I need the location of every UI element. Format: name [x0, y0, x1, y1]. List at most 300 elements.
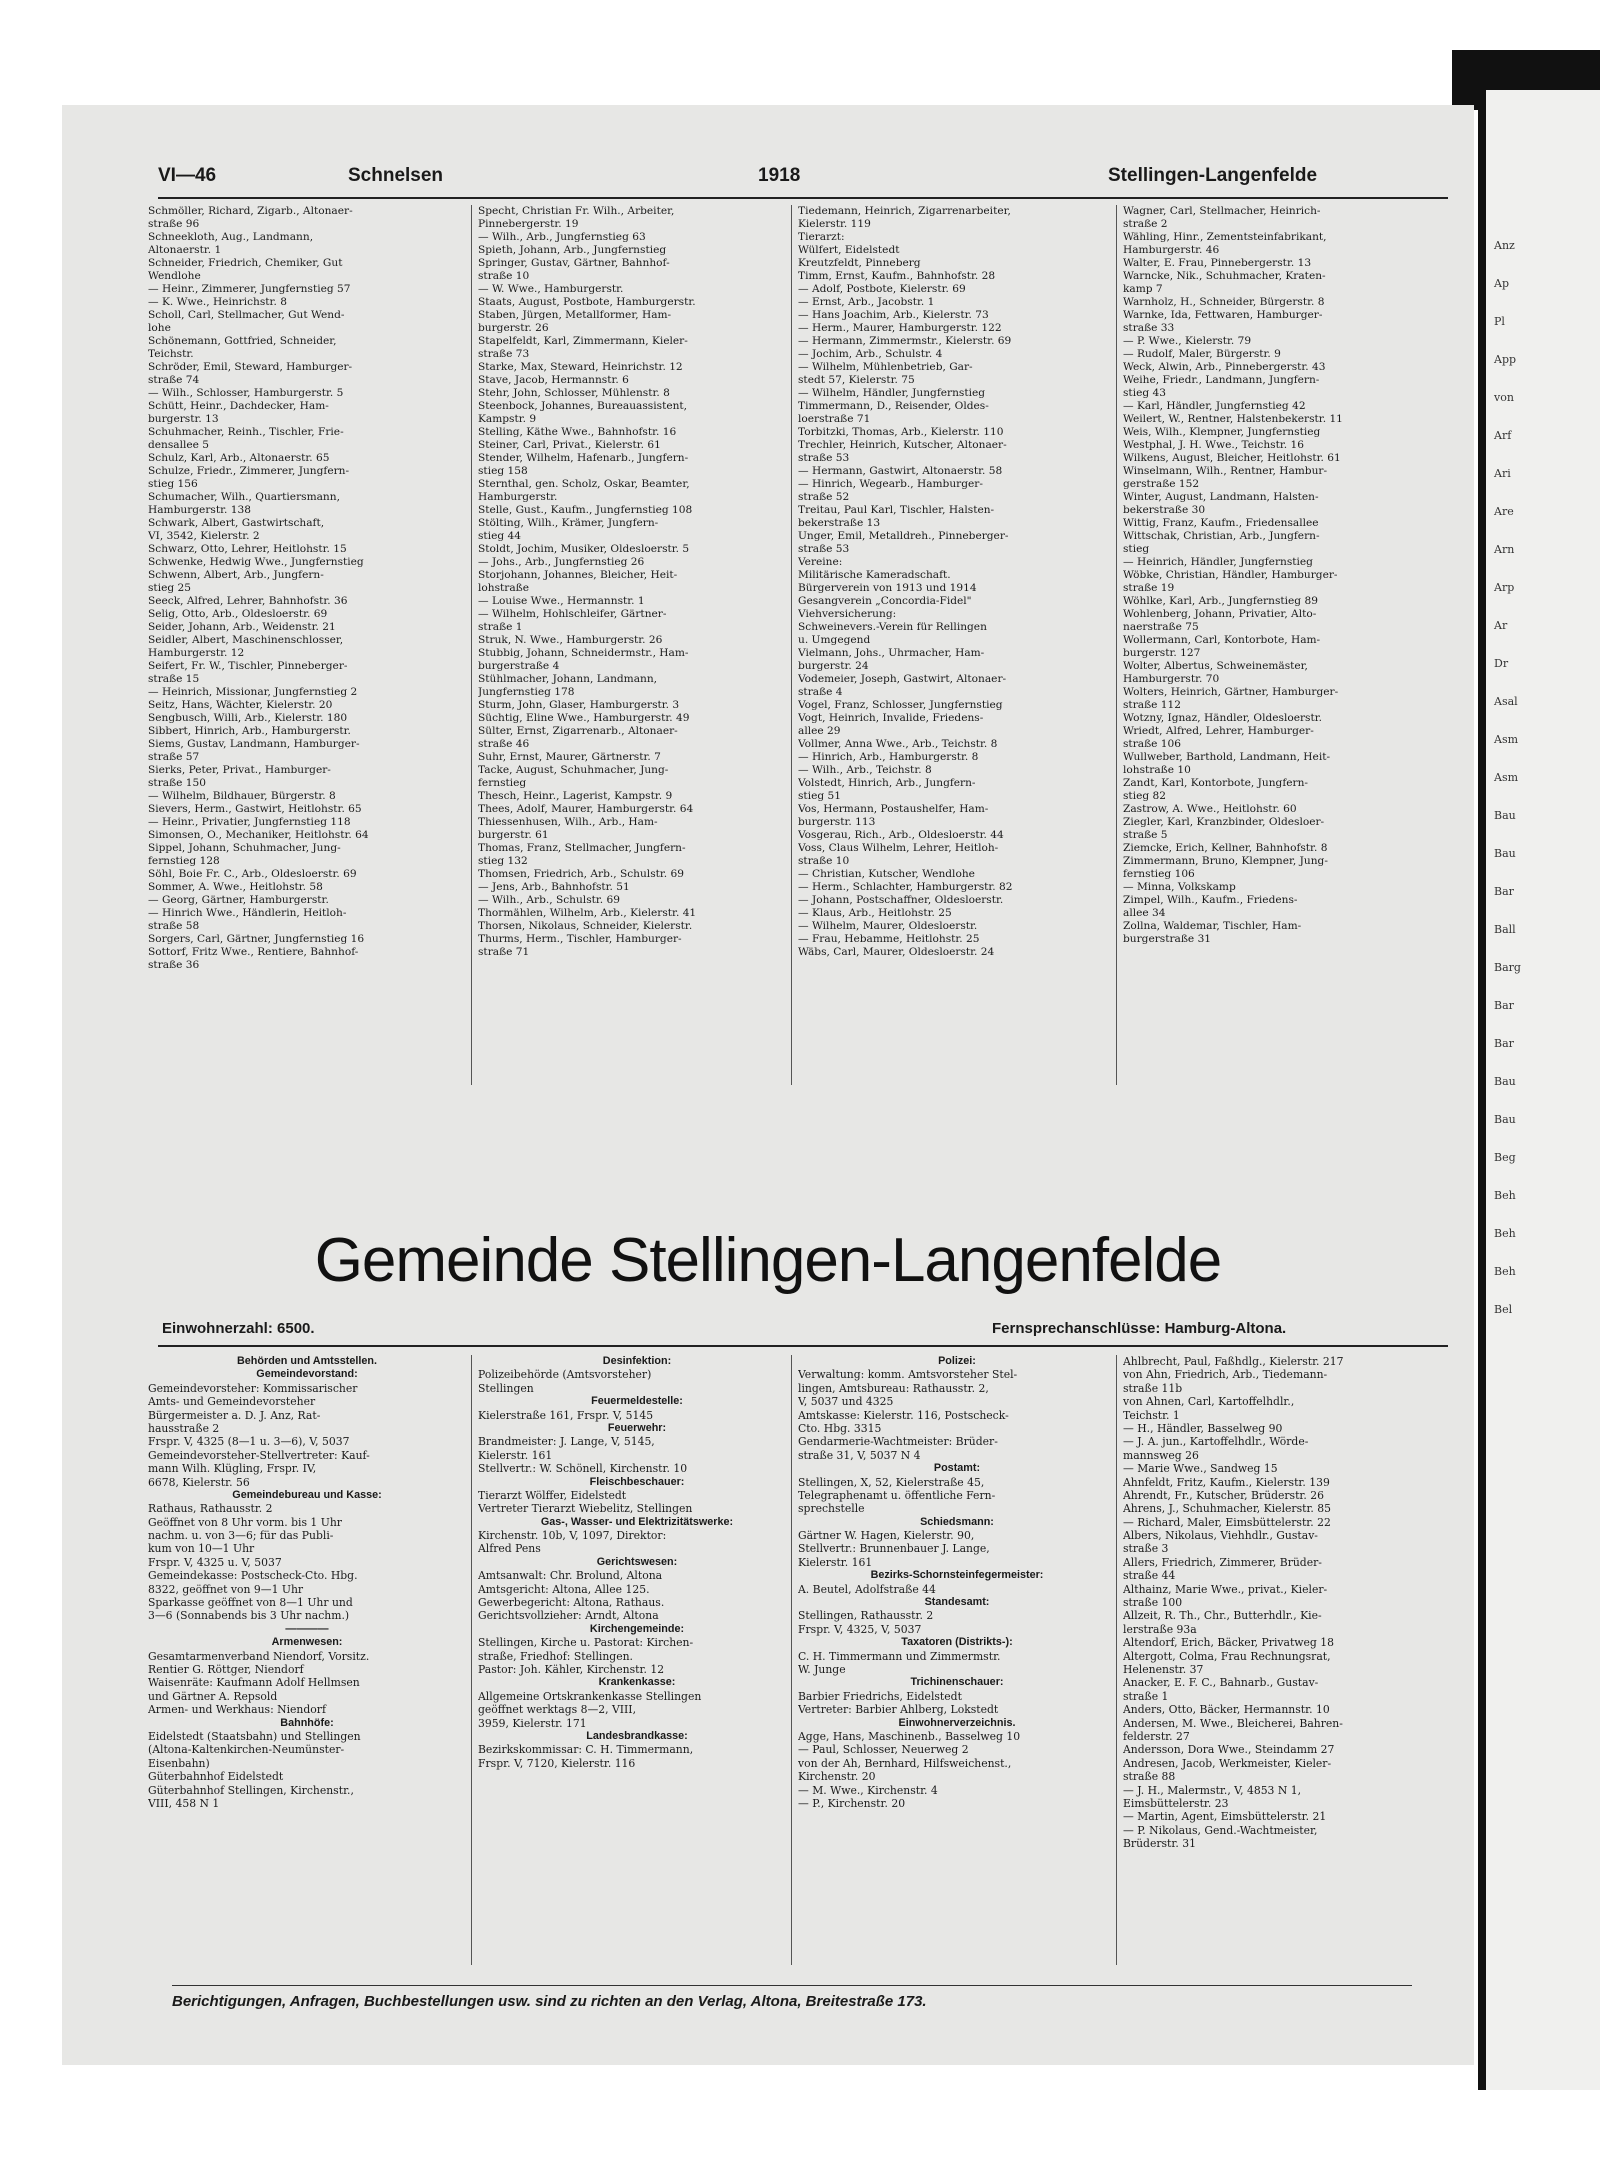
entry-line: C. H. Timmermann und Zimmermstr.: [798, 1649, 1001, 1663]
directory-entry-line: Sternthal, gen. Scholz, Oskar, Beamter,: [478, 478, 690, 490]
directory-entry-line: straße 57: [148, 751, 200, 763]
directory-entry-line: Vielmann, Johs., Uhrmacher, Ham-: [798, 647, 985, 659]
directory-entry-line: straße 4: [798, 686, 843, 698]
entry-line: Ahrens, J., Schuhmacher, Kielerstr. 85: [1123, 1502, 1332, 1516]
directory-entry-line: Hamburgerstr. 46: [1123, 244, 1220, 256]
directory-entry-line: burgerstr. 26: [478, 322, 549, 334]
directory-entry-line: — Heinrich, Missionar, Jungfernstieg 2: [148, 686, 358, 698]
directory-entry-line: Steenbock, Johannes, Bureauassistent,: [478, 400, 688, 412]
directory-entry-line: — Wilhelm, Händler, Jungfernstieg: [798, 387, 986, 399]
directory-entry-line: Wülfert, Eidelstedt: [798, 244, 900, 256]
directory-entry-line: straße 5: [1123, 829, 1168, 841]
entry-line: geöffnet werktags 8—2, VIII,: [478, 1703, 637, 1717]
entry-line: Rentier G. Röttger, Niendorf: [148, 1662, 304, 1676]
entry-line: Brandmeister: J. Lange, V, 5145,: [478, 1435, 655, 1449]
directory-entry-line: Wähling, Hinr., Zementsteinfabrikant,: [1123, 231, 1327, 243]
adjacent-page-text: [1486, 90, 1600, 1342]
directory-entry-line: — W. Wwe., Hamburgerstr.: [478, 283, 624, 295]
directory-entry-line: Wohlenberg, Johann, Privatier, Alto-: [1123, 608, 1317, 620]
entry-line: Allzeit, R. Th., Chr., Butterhdlr., Kie-: [1123, 1609, 1322, 1623]
directory-entry-line: Winter, August, Landmann, Halsten-: [1123, 491, 1319, 503]
entry-line: (Altona-Kaltenkirchen-Neumünster-: [148, 1743, 345, 1757]
entry-line: Kielerstr. 161: [478, 1448, 553, 1462]
section-heading: Gemeindebureau und Kasse:: [232, 1488, 382, 1501]
directory-entry-line: — Heinr., Zimmerer, Jungfernstieg 57: [148, 283, 351, 295]
directory-entry-line: Schweinevers.-Verein für Rellingen: [798, 621, 987, 633]
adjacent-page-word: Ar: [1494, 619, 1508, 632]
entry-line: Frspr. V, 4325, V, 5037: [798, 1622, 922, 1636]
entry-line: Kielerstr. 161: [798, 1555, 873, 1569]
entry-line: und Gärtner A. Repsold: [148, 1689, 278, 1703]
directory-entry-line: straße 46: [478, 738, 530, 750]
entry-line: Cto. Hbg. 3315: [798, 1421, 882, 1435]
adjacent-page-word: Pl: [1494, 315, 1505, 328]
adjacent-page-word: Asm: [1494, 771, 1519, 784]
directory-entry-line: fernstieg 106: [1123, 868, 1195, 880]
directory-entry-line: Struk, N. Wwe., Hamburgerstr. 26: [478, 634, 663, 646]
section-heading: Trichinenschauer:: [910, 1676, 1004, 1689]
entry-line: kum von 10—1 Uhr: [148, 1542, 255, 1556]
entry-line: Barbier Friedrichs, Eidelstedt: [798, 1689, 962, 1703]
authority-column: [798, 1355, 1116, 1810]
directory-column: [1123, 205, 1441, 946]
section-heading: Desinfektion:: [602, 1355, 672, 1367]
directory-entry-line: Wotzny, Ignaz, Händler, Oldesloerstr.: [1123, 712, 1323, 724]
entry-line: felderstr. 27: [1123, 1729, 1190, 1743]
directory-entry-line: Walter, E. Frau, Pinnebergerstr. 13: [1123, 257, 1312, 269]
directory-entry-line: stieg 43: [1123, 387, 1166, 399]
adjacent-page-word: Bar: [1494, 1037, 1514, 1050]
directory-entry-line: Wollermann, Carl, Kontorbote, Ham-: [1123, 634, 1321, 646]
directory-entry-line: Gesangverein „Concordia-Fidel": [798, 595, 972, 607]
directory-entry-line: straße 74: [148, 374, 200, 386]
adjacent-page-word: Bau: [1494, 809, 1516, 822]
directory-entry-line: — Hinrich, Arb., Hamburgerstr. 8: [798, 751, 979, 763]
directory-entry-line: Scholl, Carl, Stellmacher, Gut Wend-: [148, 309, 345, 321]
directory-entry-line: Wolters, Heinrich, Gärtner, Hamburger-: [1123, 686, 1339, 698]
directory-entry-line: straße 73: [478, 348, 530, 360]
section-heading: Fleischbeschauer:: [589, 1475, 685, 1488]
directory-entry-line: bekerstraße 13: [798, 517, 881, 529]
adjacent-page-word: Arp: [1494, 581, 1515, 594]
directory-entry-line: Hamburgerstr.: [478, 491, 558, 503]
entry-line: Stellvertr.: W. Schönell, Kirchenstr. 10: [478, 1462, 688, 1476]
entry-line: Stellvertr.: Brunnenbauer J. Lange,: [798, 1542, 990, 1556]
adjacent-page-word: Beh: [1494, 1265, 1516, 1278]
entry-line: 6678, Kielerstr. 56: [148, 1475, 250, 1489]
directory-entry-line: Stelle, Gust., Kaufm., Jungfernstieg 108: [478, 504, 693, 516]
directory-entry-line: straße 112: [1123, 699, 1182, 711]
directory-entry-line: Weihe, Friedr., Landmann, Jungfern-: [1123, 374, 1320, 386]
entry-line: lerstraße 93a: [1123, 1622, 1197, 1636]
directory-entry-line: stieg 82: [1123, 790, 1166, 802]
directory-page: [62, 105, 1474, 2065]
entry-line: Anacker, E. F. C., Bahnarb., Gustav-: [1123, 1676, 1319, 1690]
section-heading: Feuermeldestelle:: [591, 1395, 683, 1408]
directory-entry-line: stieg 25: [148, 582, 191, 594]
directory-entry-line: Thomas, Franz, Stellmacher, Jungfern-: [478, 842, 686, 854]
entry-line: straße 3: [1123, 1542, 1169, 1556]
directory-entry-line: Thurms, Herm., Tischler, Hamburger-: [478, 933, 682, 945]
directory-entry-line: Wilkens, August, Bleicher, Heitlohstr. 61: [1123, 452, 1341, 464]
directory-entry-line: Seidler, Albert, Maschinenschlosser,: [148, 634, 344, 646]
entry-line: straße 1: [1123, 1689, 1169, 1703]
directory-entry-line: Tierarzt:: [798, 231, 845, 243]
directory-entry-line: Seifert, Fr. W., Tischler, Pinneberger-: [148, 660, 348, 672]
directory-entry-line: Thees, Adolf, Maurer, Hamburgerstr. 64: [478, 803, 694, 815]
directory-entry-line: — Adolf, Postbote, Kielerstr. 69: [798, 283, 966, 295]
directory-entry-line: Thorsen, Nikolaus, Schneider, Kielerstr.: [478, 920, 693, 932]
section-heading: Gerichtswesen:: [596, 1555, 678, 1568]
entry-line: straße 11b: [1123, 1381, 1183, 1395]
directory-entry-line: lohe: [148, 322, 171, 334]
authority-column: [478, 1355, 796, 1770]
adjacent-page-word: Beh: [1494, 1189, 1516, 1202]
entry-line: Kirchenstr. 20: [798, 1770, 876, 1784]
directory-entry-line: Warnke, Ida, Fettwaren, Hamburger-: [1123, 309, 1323, 321]
entry-line: Anders, Otto, Bäcker, Hermannstr. 10: [1123, 1703, 1330, 1717]
directory-entry-line: — Johs., Arb., Jungfernstieg 26: [478, 556, 645, 568]
entry-line: Güterbahnhof Eidelstedt: [148, 1770, 284, 1784]
adjacent-page-word: Dr: [1494, 657, 1509, 670]
directory-entry-line: Teichstr.: [148, 348, 194, 360]
directory-entry-line: Ziegler, Karl, Kranzbinder, Oldesloer-: [1123, 816, 1325, 828]
directory-entry-line: Sorgers, Carl, Gärtner, Jungfernstieg 16: [148, 933, 365, 945]
header-place: Stellingen-Langenfelde: [1108, 165, 1318, 186]
entry-line: Helenenstr. 37: [1123, 1662, 1204, 1676]
footer-note: Berichtigungen, Anfragen, Buchbestellungen usw. sind zu richten an den Verlag, Altona, Breitestraße 173.: [172, 1993, 927, 2010]
directory-entry-line: Timmermann, D., Reisender, Oldes-: [798, 400, 989, 412]
directory-entry-line: Sengbusch, Willi, Arb., Kielerstr. 180: [148, 712, 348, 724]
entry-line: V, 5037 und 4325: [798, 1395, 894, 1409]
directory-entry-line: u. Umgegend: [798, 634, 871, 646]
entry-line: Gerichtsvollzieher: Arndt, Altona: [478, 1609, 659, 1623]
directory-entry-line: Simonsen, O., Mechaniker, Heitlohstr. 64: [148, 829, 369, 841]
adjacent-page-word: Bau: [1494, 847, 1516, 860]
directory-entry-line: Warncke, Nik., Schuhmacher, Kraten-: [1123, 270, 1326, 282]
adjacent-page-word: Beg: [1494, 1151, 1516, 1164]
entry-line: Frspr. V, 7120, Kielerstr. 116: [478, 1756, 636, 1770]
entry-line: Bürgermeister a. D. J. Anz, Rat-: [148, 1408, 321, 1422]
entry-line: Rathaus, Rathausstr. 2: [148, 1502, 273, 1516]
entry-line: W. Junge: [798, 1662, 846, 1676]
directory-entry-line: Stubbig, Johann, Schneidermstr., Ham-: [478, 647, 689, 659]
entry-line: Altergott, Colma, Frau Rechnungsrat,: [1123, 1649, 1331, 1663]
directory-entry-line: — Herm., Maurer, Hamburgerstr. 122: [798, 322, 1002, 334]
directory-entry-line: Stoldt, Jochim, Musiker, Oldesloerstr. 5: [478, 543, 690, 555]
directory-entry-line: Stapelfeldt, Karl, Zimmermann, Kieler-: [478, 335, 688, 347]
directory-entry-line: straße 106: [1123, 738, 1182, 750]
entry-line: Geöffnet von 8 Uhr vorm. bis 1 Uhr: [148, 1515, 342, 1529]
section-heading: Bahnhöfe:: [280, 1716, 334, 1729]
directory-entry-line: Wittig, Franz, Kaufm., Friedensallee: [1123, 517, 1319, 529]
directory-entry-line: Winselmann, Wilh., Rentner, Hambur-: [1123, 465, 1328, 477]
directory-entry-line: Ziemcke, Erich, Kellner, Bahnhofstr. 8: [1123, 842, 1328, 854]
directory-entry-line: Sierks, Peter, Privat., Hamburger-: [148, 764, 331, 776]
directory-entry-line: Tacke, August, Schuhmacher, Jung-: [478, 764, 669, 776]
directory-entry-line: Zimpel, Wilh., Kaufm., Friedens-: [1123, 894, 1298, 906]
directory-entry-line: burgerstr. 113: [798, 816, 876, 828]
directory-entry-line: Torbitzki, Thomas, Arb., Kielerstr. 110: [798, 426, 1004, 438]
directory-entry-line: lohstraße 10: [1123, 764, 1191, 776]
entry-line: Albers, Nikolaus, Viehhdlr., Gustav-: [1123, 1529, 1318, 1543]
directory-entry-line: Hamburgerstr. 70: [1123, 673, 1220, 685]
directory-entry-line: straße 10: [478, 270, 530, 282]
directory-entry-line: straße 15: [148, 673, 200, 685]
adjacent-page-word: Barg: [1494, 961, 1521, 974]
directory-entry-line: Trechler, Heinrich, Kutscher, Altonaer-: [798, 439, 1007, 451]
directory-entry-line: Wendlohe: [148, 270, 201, 282]
entry-line: — J. H., Malermstr., V, 4853 N 1,: [1123, 1783, 1302, 1797]
section-heading: ————: [285, 1622, 329, 1635]
entry-line: Amtsanwalt: Chr. Brolund, Altona: [478, 1569, 663, 1583]
directory-columns: [148, 205, 1448, 1205]
directory-entry-line: Wriedt, Alfred, Lehrer, Hamburger-: [1123, 725, 1314, 737]
entry-line: Pastor: Joh. Kähler, Kirchenstr. 12: [478, 1662, 665, 1676]
directory-entry-line: straße 10: [798, 855, 850, 867]
directory-entry-line: straße 52: [798, 491, 850, 503]
directory-entry-line: gerstraße 152: [1123, 478, 1200, 490]
directory-entry-line: — Wilhelm, Hohlschleifer, Gärtner-: [478, 608, 667, 620]
directory-entry-line: Sülter, Ernst, Zigarrenarb., Altonaer-: [478, 725, 678, 737]
entry-line: Sparkasse geöffnet von 8—1 Uhr und: [148, 1596, 353, 1610]
directory-entry-line: burgerstr. 24: [798, 660, 869, 672]
directory-entry-line: Schütt, Heinr., Dachdecker, Ham-: [148, 400, 329, 412]
entry-line: Frspr. V, 4325 u. V, 5037: [148, 1555, 282, 1569]
header-year: 1918: [758, 165, 801, 186]
adjacent-page-word: App: [1494, 353, 1517, 366]
directory-entry-line: Wittschak, Christian, Arb., Jungfern-: [1123, 530, 1320, 542]
directory-entry-line: Bürgerverein von 1913 und 1914: [798, 582, 977, 594]
directory-entry-line: Seider, Johann, Arb., Weidenstr. 21: [148, 621, 336, 633]
directory-entry-line: Vollmer, Anna Wwe., Arb., Teichstr. 8: [798, 738, 998, 750]
section-title: Gemeinde Stellingen-Langenfelde: [314, 1226, 1222, 1295]
entry-line: Gendarmerie-Wachtmeister: Brüder-: [798, 1435, 998, 1449]
directory-entry-line: burgerstr. 61: [478, 829, 549, 841]
entry-line: Ahlbrecht, Paul, Faßhdlg., Kielerstr. 217: [1123, 1355, 1344, 1368]
entry-line: Ahrendt, Fr., Kutscher, Brüderstr. 26: [1123, 1488, 1324, 1502]
directory-entry-line: Wullweber, Barthold, Landmann, Heit-: [1123, 751, 1331, 763]
directory-entry-line: — Christian, Kutscher, Wendlohe: [798, 868, 975, 880]
directory-entry-line: Vogel, Franz, Schlosser, Jungfernstieg: [798, 699, 1003, 711]
directory-entry-line: Süchtig, Eline Wwe., Hamburgerstr. 49: [478, 712, 690, 724]
page-number: VI—46: [158, 165, 217, 186]
directory-entry-line: Schwark, Albert, Gastwirtschaft,: [148, 517, 325, 529]
population-count: Einwohnerzahl: 6500.: [162, 1320, 315, 1337]
entry-line: Kielerstraße 161, Frspr. V, 5145: [478, 1408, 654, 1422]
directory-entry-line: Thiessenhusen, Wilh., Arb., Ham-: [478, 816, 658, 828]
entry-line: Andersson, Dora Wwe., Steindamm 27: [1123, 1743, 1335, 1757]
directory-entry-line: Schulze, Friedr., Zimmerer, Jungfern-: [148, 465, 350, 477]
entry-line: Armen- und Werkhaus: Niendorf: [148, 1703, 326, 1717]
directory-entry-line: Voss, Claus Wilhelm, Lehrer, Heitloh-: [798, 842, 999, 854]
directory-entry-line: — Wilh., Schlosser, Hamburgerstr. 5: [148, 387, 344, 399]
entry-line: Eimsbüttelerstr. 23: [1123, 1796, 1229, 1810]
directory-entry-line: Springer, Gustav, Gärtner, Bahnhof-: [478, 257, 670, 269]
directory-entry-line: allee 34: [1123, 907, 1166, 919]
section-heading: Postamt:: [933, 1462, 981, 1475]
directory-entry-line: Suhr, Ernst, Maurer, Gärtnerstr. 7: [478, 751, 661, 763]
directory-entry-line: naerstraße 75: [1123, 621, 1199, 633]
adjacent-page-word: Anz: [1494, 239, 1515, 252]
section-heading: Schiedsmann:: [920, 1515, 994, 1528]
directory-entry-line: Siems, Gustav, Landmann, Hamburger-: [148, 738, 360, 750]
directory-entry-line: burgerstr. 13: [148, 413, 219, 425]
directory-entry-line: Wäbs, Carl, Maurer, Oldesloerstr. 24: [798, 946, 995, 958]
entry-line: — J. A. jun., Kartoffelhdlr., Wörde-: [1123, 1435, 1309, 1449]
directory-entry-line: — P. Wwe., Kielerstr. 79: [1123, 335, 1252, 347]
directory-entry-line: stieg 44: [478, 530, 521, 542]
column-divider: [791, 205, 792, 1085]
entry-line: Tierarzt Wölffer, Eidelstedt: [478, 1488, 627, 1502]
entry-line: Gemeindevorsteher-Stellvertreter: Kauf-: [148, 1448, 370, 1462]
directory-column: [798, 205, 1116, 959]
directory-entry-line: straße 150: [148, 777, 207, 789]
entry-line: nachm. u. von 3—6; für das Publi-: [148, 1529, 334, 1543]
entry-line: Teichstr. 1: [1123, 1408, 1180, 1422]
entry-line: — P. Nikolaus, Gend.-Wachtmeister,: [1123, 1823, 1318, 1837]
directory-entry-line: Zandt, Karl, Kontorbote, Jungfern-: [1123, 777, 1308, 789]
entry-line: von Ahn, Friedrich, Arb., Tiedemann-: [1123, 1368, 1328, 1382]
entry-line: hausstraße 2: [148, 1421, 220, 1435]
directory-entry-line: Zimmermann, Bruno, Klempner, Jung-: [1123, 855, 1328, 867]
entry-line: Stellingen, Rathausstr. 2: [798, 1609, 934, 1623]
directory-entry-line: straße 58: [148, 920, 200, 932]
directory-entry-line: Seeck, Alfred, Lehrer, Bahnhofstr. 36: [148, 595, 348, 607]
entry-line: sprechstelle: [798, 1502, 865, 1516]
adjacent-page-word: Bel: [1494, 1303, 1513, 1316]
entry-line: — Paul, Schlosser, Neuerweg 2: [798, 1743, 969, 1757]
section-heading: Standesamt:: [924, 1596, 990, 1609]
directory-entry-line: Warnholz, H., Schneider, Bürgerstr. 8: [1123, 296, 1325, 308]
section-heading: Armenwesen:: [271, 1636, 343, 1649]
entry-line: Ahnfeldt, Fritz, Kaufm., Kielerstr. 139: [1123, 1475, 1330, 1489]
directory-entry-line: — Wilh., Arb., Schulstr. 69: [478, 894, 620, 906]
directory-entry-line: Stelling, Käthe Wwe., Bahnhofstr. 16: [478, 426, 677, 438]
directory-entry-line: straße 96: [148, 218, 200, 230]
directory-entry-line: — Minna, Volkskamp: [1123, 881, 1236, 893]
entry-line: Amts- und Gemeindevorsteher: [148, 1395, 316, 1409]
entry-line: — M. Wwe., Kirchenstr. 4: [798, 1783, 938, 1797]
adjacent-page-word: Ari: [1494, 467, 1511, 480]
directory-entry-line: — Wilhelm, Maurer, Oldesloerstr.: [798, 920, 978, 932]
entry-line: Waisenräte: Kaufmann Adolf Hellmsen: [148, 1676, 360, 1690]
directory-entry-line: Seitz, Hans, Wächter, Kielerstr. 20: [148, 699, 333, 711]
directory-entry-line: — Hermann, Zimmermstr., Kielerstr. 69: [798, 335, 1012, 347]
entry-line: — Marie Wwe., Sandweg 15: [1123, 1462, 1278, 1476]
entry-line: Allgemeine Ortskrankenkasse Stellingen: [478, 1689, 702, 1703]
directory-entry-line: Specht, Christian Fr. Wilh., Arbeiter,: [478, 205, 675, 217]
directory-entry-line: Westphal, J. H. Wwe., Teichstr. 16: [1123, 439, 1304, 451]
scan-sidebar: [0, 0, 60, 2177]
entry-line: Stellingen, Kirche u. Pastorat: Kirchen-: [478, 1636, 694, 1650]
directory-entry-line: — Wilh., Arb., Teichstr. 8: [798, 764, 932, 776]
directory-entry-line: Stölting, Wilh., Krämer, Jungfern-: [478, 517, 659, 529]
header-rule: [158, 197, 1448, 199]
directory-entry-line: Schumacher, Wilh., Quartiersmann,: [148, 491, 340, 503]
directory-entry-line: Staats, August, Postbote, Hamburgerstr.: [478, 296, 696, 308]
directory-entry-line: Vogt, Heinrich, Invalide, Friedens-: [798, 712, 984, 724]
directory-entry-line: — Frau, Hebamme, Heitlohstr. 25: [798, 933, 980, 945]
adjacent-page-word: Asal: [1494, 695, 1518, 708]
adjacent-page-strip: [1478, 90, 1600, 2090]
directory-entry-line: Weilert, W., Rentner, Halstenbekerstr. 11: [1123, 413, 1343, 425]
directory-entry-line: Spieth, Johann, Arb., Jungfernstieg: [478, 244, 667, 256]
directory-entry-line: Schulz, Karl, Arb., Altonaerstr. 65: [148, 452, 330, 464]
directory-entry-line: — Jochim, Arb., Schulstr. 4: [798, 348, 943, 360]
adjacent-page-word: Bau: [1494, 1113, 1516, 1126]
directory-entry-line: stedt 57, Kielerstr. 75: [798, 374, 915, 386]
entry-line: Telegraphenamt u. öffentliche Fern-: [798, 1488, 996, 1502]
directory-entry-line: Wöbke, Christian, Händler, Hamburger-: [1123, 569, 1338, 581]
section-heading: Kirchengemeinde:: [589, 1622, 685, 1635]
directory-entry-line: — Wilhelm, Bildhauer, Bürgerstr. 8: [148, 790, 336, 802]
entry-line: A. Beutel, Adolfstraße 44: [798, 1582, 936, 1596]
entry-line: 3—6 (Sonnabends bis 3 Uhr nachm.): [148, 1609, 350, 1623]
directory-entry-line: Weck, Alwin, Arb., Pinnebergerstr. 43: [1123, 361, 1326, 373]
column-divider: [791, 1355, 792, 1965]
adjacent-page-word: Bau: [1494, 1075, 1516, 1088]
directory-entry-line: Jungfernstieg 178: [478, 686, 575, 698]
directory-entry-line: Staben, Jürgen, Metallformer, Ham-: [478, 309, 672, 321]
directory-column: [148, 205, 466, 972]
entry-line: straße 44: [1123, 1569, 1176, 1583]
entry-line: Gesamtarmenverband Niendorf, Vorsitz.: [148, 1649, 370, 1663]
directory-entry-line: — Klaus, Arb., Heitlohstr. 25: [798, 907, 952, 919]
section-heading: Polizei:: [938, 1355, 976, 1367]
directory-entry-line: — Hinrich, Wegearb., Hamburger-: [798, 478, 983, 490]
directory-entry-line: Vereine:: [798, 556, 843, 568]
directory-entry-line: kamp 7: [1123, 283, 1163, 295]
directory-entry-line: — Wilhelm, Mühlenbetrieb, Gar-: [798, 361, 973, 373]
directory-entry-line: — Jens, Arb., Bahnhofstr. 51: [478, 881, 630, 893]
directory-entry-line: stieg 132: [478, 855, 528, 867]
directory-entry-line: Hamburgerstr. 12: [148, 647, 245, 659]
directory-entry-line: burgerstr. 127: [1123, 647, 1201, 659]
directory-entry-line: Steiner, Carl, Privat., Kielerstr. 61: [478, 439, 661, 451]
entry-line: Alfred Pens: [478, 1542, 541, 1556]
directory-entry-line: Wöhlke, Karl, Arb., Jungfernstieg 89: [1123, 595, 1318, 607]
directory-entry-line: Schwenn, Albert, Arb., Jungfern-: [148, 569, 324, 581]
column-divider: [471, 1355, 472, 1965]
directory-entry-line: — Georg, Gärtner, Hamburgerstr.: [148, 894, 329, 906]
header-name: Schnelsen: [348, 165, 444, 186]
directory-entry-line: Thormählen, Wilhelm, Arb., Kielerstr. 41: [478, 907, 697, 919]
column-divider: [1116, 205, 1117, 1085]
directory-entry-line: Selig, Otto, Arb., Oldesloerstr. 69: [148, 608, 328, 620]
directory-entry-line: — Heinrich, Händler, Jungfernstieg: [1123, 556, 1313, 568]
directory-entry-line: lohstraße: [478, 582, 530, 594]
section-heading: Einwohnerverzeichnis.: [898, 1716, 1016, 1729]
directory-entry-line: Vodemeier, Joseph, Gastwirt, Altonaer-: [798, 673, 1007, 685]
entry-line: — P., Kirchenstr. 20: [798, 1796, 906, 1810]
adjacent-page-word: von: [1494, 391, 1514, 404]
entry-line: 3959, Kielerstr. 171: [478, 1716, 587, 1730]
directory-entry-line: — K. Wwe., Heinrichstr. 8: [148, 296, 287, 308]
entry-line: Kirchenstr. 10b, V, 1097, Direktor:: [478, 1529, 667, 1543]
directory-entry-line: — Karl, Händler, Jungfernstieg 42: [1123, 400, 1306, 412]
directory-entry-line: — Hermann, Gastwirt, Altonaerstr. 58: [798, 465, 1003, 477]
directory-entry-line: — Wilh., Arb., Jungfernstieg 63: [478, 231, 646, 243]
directory-entry-line: Tiedemann, Heinrich, Zigarrenarbeiter,: [798, 205, 1011, 217]
directory-entry-line: Kampstr. 9: [478, 413, 537, 425]
directory-entry-line: Unger, Emil, Metalldreh., Pinneberger-: [798, 530, 1009, 542]
entry-line: straße, Friedhof: Stellingen.: [478, 1649, 633, 1663]
directory-entry-line: Schmöller, Richard, Zigarb., Altonaer-: [148, 205, 353, 217]
entry-line: Stellingen: [478, 1381, 534, 1395]
entry-line: Amtsgericht: Altona, Allee 125.: [478, 1582, 650, 1596]
directory-entry-line: Pinnebergerstr. 19: [478, 218, 579, 230]
